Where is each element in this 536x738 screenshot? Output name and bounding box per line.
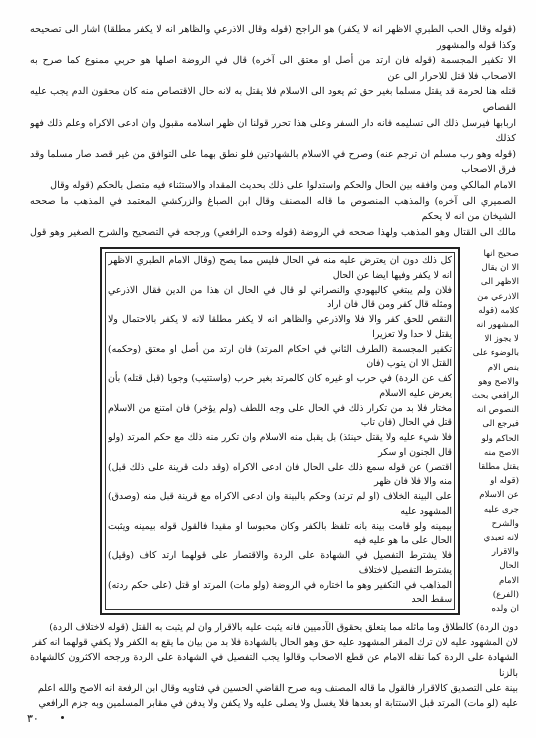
margin-line: الامام	[498, 575, 519, 586]
margin-line: الا ان يقال	[481, 263, 519, 274]
margin-line: بالوضوء على	[472, 348, 519, 359]
main-text-line: كف عن الردة) في حرب او غيره كان كالمرتد بغير حرب (واستتيب) وجوبا (قبل قتله) بأن يعرض عليه الاسلام	[108, 373, 452, 399]
margin-line: الاصح منه	[483, 447, 519, 458]
margin-line: لانه تعبدي	[483, 533, 519, 544]
margin-line: (الفرع)	[492, 589, 519, 600]
margin-line: والاقرار	[491, 547, 519, 558]
main-text-line: المذاهب في التكفير وهو ما اختاره في الروضة (ولو مات) المرتد او قتل (على حكم ردته) سقط الحد	[108, 579, 452, 606]
commentary-line: دون الردة) كالطلاق وما ماثله مما يتعلق بحقوق الآدميين فانه يثبت عليه بالاقرار وان لم يثبت به القتل (قوله لاختلاف الردة)	[49, 622, 518, 633]
margin-commentary-column	[463, 247, 519, 617]
main-text-line: على البينة الخلاف (او لم ترتد) وحكم بالبينة وان ادعى الاكراه مع قرينة قبل منه (وصدق) المشهود عليه	[108, 491, 452, 517]
margin-line	[463, 616, 519, 617]
commentary-line: لان المشهود عليه لان ترك المقر المشهود عليه حق وهو الحال بالشهادة فلا بد من بيان ما يقع به الكفر ولا يكفي قولهما انه كفر	[32, 637, 518, 649]
commentary-line: الامام المالكي ومن وافقه بين الحال والحكم واستدلوا على ذلك بحديث المقداد والاستثناء فيه متصل بالحكم (قوله وقال	[50, 179, 516, 191]
margin-line: صحيح انها	[483, 249, 519, 259]
margin-line: عن الاسلام	[479, 490, 519, 501]
commentary-line	[30, 711, 518, 712]
margin-line: الرافعي بحث	[471, 391, 519, 402]
margin-line: كلامه (قوله	[478, 305, 519, 316]
main-text-line: كل ذلك دون ان يعترض عليه منه في الحال فليس مما يصح (وقال الامام الطبري الاظهر انه لا يكفر وفيها ايضا عن الحال	[108, 255, 452, 281]
main-text-line: فلا يشترط التفصيل في الشهادة على الردة والاقتصار على قولهما ارتد كاف (وقيل) يشترط التفصيل لاختلاف	[108, 550, 452, 576]
margin-line: النصوص انه	[476, 405, 519, 416]
margin-line: جرى عليه	[483, 504, 519, 515]
commentary-line: (قوله وقال الحب الطبري الاظهر انه لا يكفر) هو الراجح (قوله وقال الاذرعي والظاهر انه لا يكفر مطلقا) اشار الى تصحيحه وكذا قوله والمشهور	[30, 24, 516, 51]
commentary-line: اربابها فيرسل ذلك الى تسليمه فانه دار السفر وعلى هذا تحرر قولنا ان ظهر اسلامه مقبول وان ادعى الاكراه وعلم ذلك فهو كذلك	[30, 117, 516, 145]
margin-line: ان ولده	[491, 604, 519, 615]
main-text-line: تكفير المجسمة (الطرف الثاني في احكام المرتد) فان ارتد من أصل او معتق (وحكمه) القتل الا ان يتوب (فان	[108, 343, 452, 370]
commentary-bottom-block	[30, 620, 518, 712]
ink-speck	[61, 716, 64, 719]
margin-line: بنص الام	[487, 362, 519, 373]
commentary-top-block	[30, 22, 516, 242]
margin-line: لا يجوز الا	[484, 334, 519, 345]
commentary-line: الا تكفير المجسمة (قوله فان ارتد من أصل او معتق الى آخره) قال في الروضة اصلها هو حربي ممنوع كما صرح به الاصحاب فلا قتل للاحرار الى عن	[30, 55, 516, 82]
margin-line: الحاكم ولو	[481, 433, 519, 444]
main-text-line: فلان ولم يبتغي كاليهودي والنصراني لو قال في الحال ان هذا من الدين فقال الاذرعي ومثله قال كفر ومن قال فان اراد	[108, 284, 452, 311]
main-text-line: فلا شيء عليه ولا يقتل حينئذ) بل يقبل منه الاسلام وان تكرر منه ذلك مع حكم المرتد (ولو قال الجنون او سكر	[108, 432, 452, 458]
margin-line: والشرح	[491, 518, 519, 529]
commentary-line: بينة على التصديق كالاقرار فالقول ما قاله المصنف وبه صرح القاضي الحسين في فتاويه وقال ابن الرفعة انه الاصح والله اعلم	[37, 682, 518, 694]
margin-line: الحال	[499, 561, 519, 572]
commentary-line: عليه (لو مات) المرتد قبل الاستتابة او بعدها فلا يغسل ولا يصلى عليه ولا يكفن ولا يدفن في مقابر المسلمين وبه جزم الرافعي	[38, 698, 518, 710]
commentary-line: قتله هنا لحرمة قد يقتل مسلما بغير حق ثم يعود الى الاسلام فلا يقتل به لانه حال الاقتصاص منه كان محقون الدم يجب عليه القصاص	[30, 86, 516, 113]
commentary-line: مالك الى القتال وهو المذهب ولهذا صححه في الروضة (قوله وحده الرافعي) ورجحه في التصحيح والشرح الصغير وهو قول	[30, 226, 516, 238]
commentary-line: (قوله وهو رب مسلم ان ترجم عنه) وصرح في الاسلام بالشهادتين فلو نطق بهما على التوافق من غير قصد صار مسلما وقد فرق الاصحاب	[30, 148, 516, 176]
main-text-line: اقتصر) عن قوله سمع ذلك على الحال فان ادعى الاكراه (وقد دلت قرينة على ذلك قبل) منه والا فلا فان ظهر	[108, 461, 452, 488]
commentary-line: الصميري الى آخره) والمذهب المنصوص ما قاله المصنف وقال ابن الصباغ والزركشي المعتمد في المذهب ما صححه الشيخان من انه لا يحكم	[30, 195, 516, 223]
main-text-block	[108, 254, 452, 608]
commentary-line: الشهادة على الردة كما نقله الامام عن قطع الاصحاب وقالوا يجب التفصيل في الشهادة على الردة ورجحه الاكثرون كالشهادة بالزنا	[30, 652, 518, 679]
main-text-line: النقص للحق كفر والا فلا والاذرعي والظاهر انه لا يكفر مطلقا لانه لا يكفر بالاحتمال ولا يقتل لا حدا ولا تعزيرا	[108, 314, 452, 340]
main-text-line: بيمينه ولو قامت بينة بانه تلفظ بالكفر وكان محبوسا او مقيدا فالقول قوله بيمينه ويثبت الحال على ما هو عليه فيه	[108, 520, 452, 547]
margin-line: والاصح وهو	[478, 376, 519, 387]
margin-line: يقتل مطلقا	[478, 462, 519, 473]
margin-line: (قوله او	[490, 476, 519, 487]
margin-line: فيرجع الى	[482, 419, 519, 430]
margin-line: الاذرعي من	[477, 291, 519, 302]
margin-line: المشهور انه	[476, 320, 519, 331]
page-number: ٣٠	[27, 712, 39, 725]
main-text-line: مختار فلا بد من تكرار ذلك في الحال على وجه اللطف (ولم يؤخر) فان امتنع من الاسلام قتل في الحال (فان تاب	[108, 402, 452, 429]
margin-line: الاظهر الى	[480, 277, 519, 288]
